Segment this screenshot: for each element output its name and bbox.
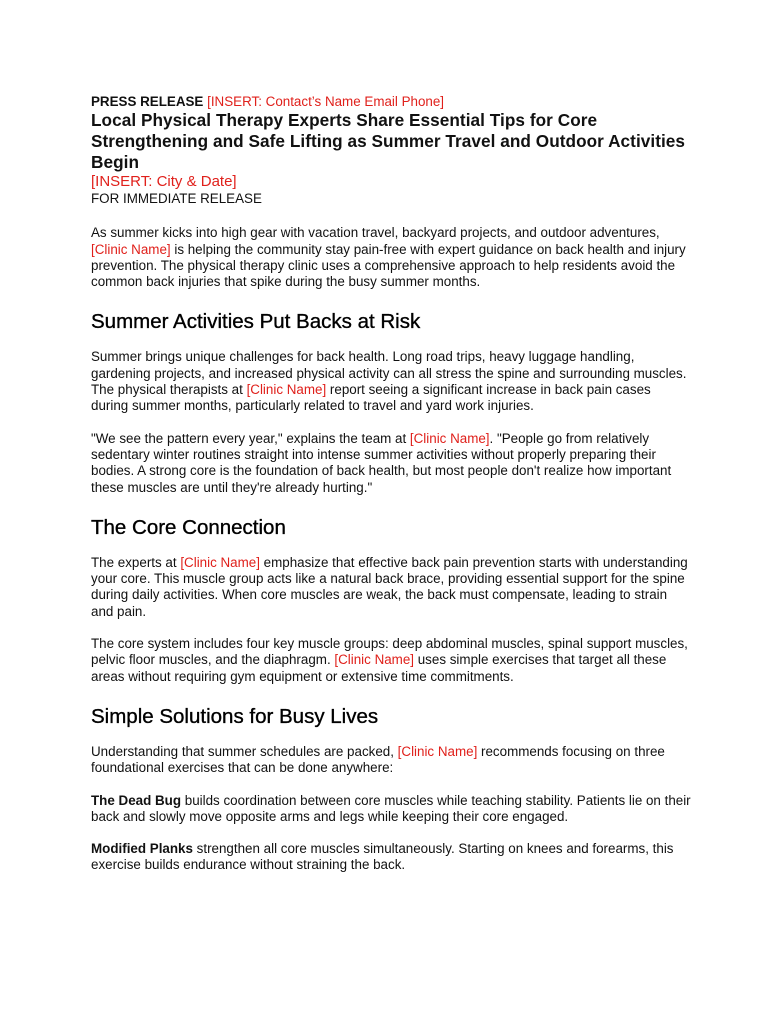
section1-p1-text-2: report seeing a significant increase in back pain cases during summer months, particularly related to travel and yard work injuries. xyxy=(91,382,651,414)
section1-p1-text-1: Summer brings unique challenges for back health. Long road trips, heavy luggage handling, gardening projects, and increased physical activity can all stress the spine and surrounding muscles. The physical therapists at xyxy=(91,349,687,398)
section3-p1-text-1: Understanding that summer schedules are packed, xyxy=(91,743,398,759)
press-release-line xyxy=(91,94,691,110)
city-date-insert-placeholder: [INSERT: City & Date] xyxy=(91,173,237,190)
clinic-name-placeholder: [Clinic Name] xyxy=(246,382,327,398)
section2-p1-text-1: The experts at xyxy=(91,554,181,570)
section1-p2-text-1: "We see the pattern every year," explains the team at xyxy=(91,430,410,446)
section2-paragraph-1 xyxy=(91,555,691,620)
exercise-dead-bug xyxy=(91,793,691,826)
clinic-name-placeholder: [Clinic Name] xyxy=(409,430,490,446)
clinic-name-placeholder: [Clinic Name] xyxy=(397,743,478,759)
intro-text-2: is helping the community stay pain-free with expert guidance on back health and injury prevention. The physical therapy clinic uses a comprehensive approach to help residents avoid the common back injuries that spike during the busy summer months. xyxy=(91,241,686,290)
press-release-label: PRESS RELEASE xyxy=(91,94,204,109)
intro-paragraph xyxy=(91,225,691,290)
exercise-title-dead-bug: The Dead Bug xyxy=(91,792,182,808)
section3-paragraph-1 xyxy=(91,744,691,777)
section3-p1-text-2: recommends focusing on three foundational exercises that can be done anywhere: xyxy=(91,743,665,776)
section-heading-summer-risk: Summer Activities Put Backs at Risk xyxy=(91,310,421,334)
release-status: FOR IMMEDIATE RELEASE xyxy=(91,191,262,206)
section1-p2-text-2: . "People go from relatively sedentary winter routines straight into intense summer activities without properly preparing their bodies. A strong core is the foundation of back health, but most people don't realize how important these muscles are until they're already hurting." xyxy=(91,430,672,495)
section2-p2-text-1: The core system includes four key muscle groups: deep abdominal muscles, spinal support muscles, pelvic floor muscles, and the diaphragm. xyxy=(91,636,688,668)
section-heading-core-connection: The Core Connection xyxy=(91,515,286,539)
clinic-name-placeholder: [Clinic Name] xyxy=(180,554,260,570)
section1-paragraph-1 xyxy=(91,349,691,414)
press-release xyxy=(91,94,691,874)
intro-text-1: As summer kicks into high gear with vacation travel, backyard projects, and outdoor adventures, xyxy=(91,225,660,241)
section2-p1-text-2: emphasize that effective back pain prevention starts with understanding your core. This muscle group acts like a natural back brace, providing essential support for the spine during daily activities. When core muscles are weak, the back must compensate, leading to strain and pain. xyxy=(91,554,688,619)
headline: Local Physical Therapy Experts Share Essential Tips for Core Strengthening and Safe Lifting as Summer Travel and Outdoor Activities Begin xyxy=(91,110,686,172)
section1-paragraph-2 xyxy=(91,431,691,496)
clinic-name-placeholder: [Clinic Name] xyxy=(334,652,415,668)
exercise-title-modified-planks: Modified Planks xyxy=(91,841,193,857)
exercise-text-modified-planks: strengthen all core muscles simultaneously. Starting on knees and forearms, this exercise builds endurance without straining the back. xyxy=(91,841,674,873)
clinic-name-placeholder: [Clinic Name] xyxy=(91,241,171,257)
exercise-modified-planks xyxy=(91,841,691,874)
section-heading-simple-solutions: Simple Solutions for Busy Lives xyxy=(91,704,379,728)
section2-paragraph-2 xyxy=(91,636,691,685)
section2-p2-text-2: uses simple exercises that target all these areas without requiring gym equipment or extensive time commitments. xyxy=(91,652,667,684)
exercise-text-dead-bug: builds coordination between core muscles while teaching stability. Patients lie on their back and slowly move opposite arms and legs while keeping their core engaged. xyxy=(91,792,691,824)
contact-insert-placeholder: [INSERT: Contact’s Name Email Phone] xyxy=(207,94,445,109)
